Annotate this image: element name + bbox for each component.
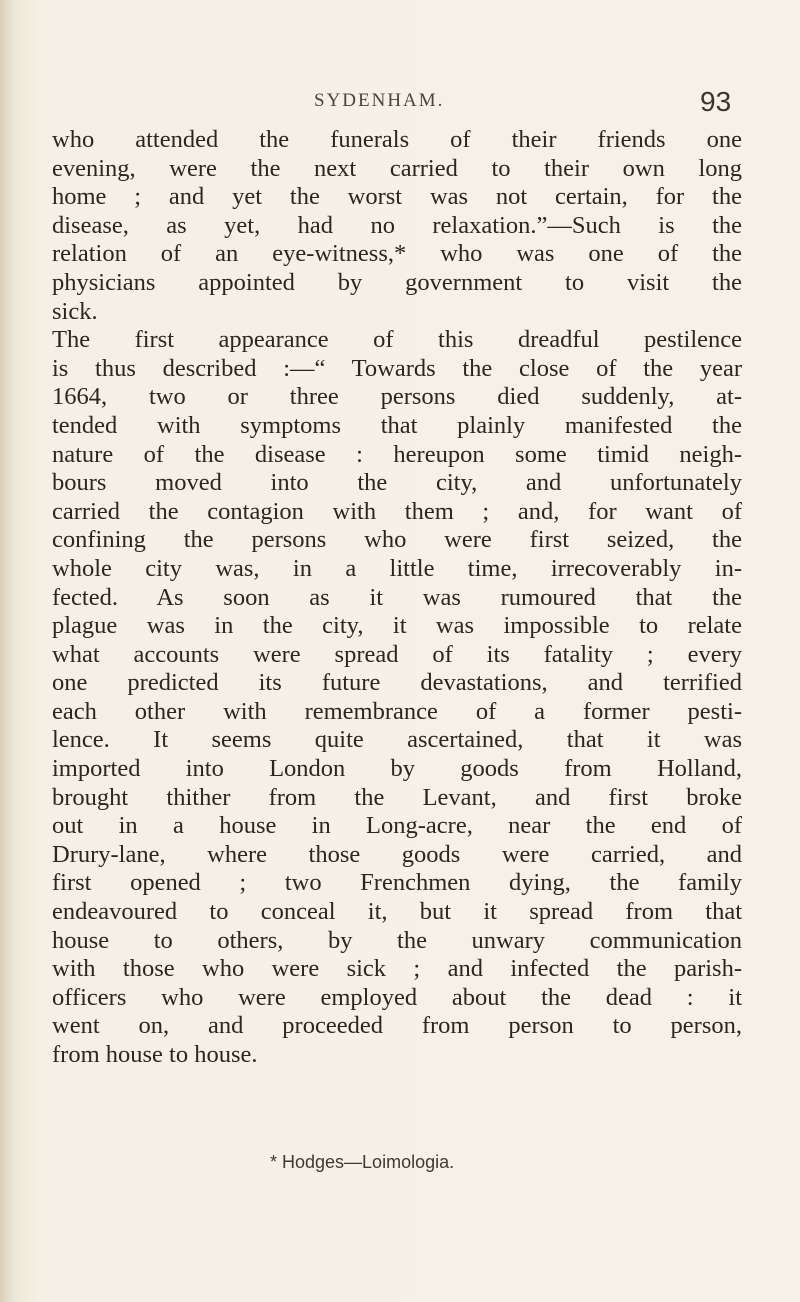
text-line: carried the contagion with them ; and, for want of bbox=[52, 497, 742, 525]
text-line: The first appearance of this dreadful pestilence bbox=[52, 326, 742, 354]
text-line: with those who were sick ; and infected the parish- bbox=[52, 955, 742, 983]
text-line: first opened ; two Frenchmen dying, the family bbox=[52, 869, 742, 897]
text-line: Drury-lane, where those goods were carried, and bbox=[52, 840, 742, 868]
text-line: sick. bbox=[52, 297, 98, 325]
text-line: who attended the funerals of their friends one bbox=[52, 126, 742, 153]
text-line: physicians appointed by government to visit the bbox=[52, 268, 742, 296]
text-line: disease, as yet, had no relaxation.”—Such is the bbox=[52, 211, 742, 239]
text-line: evening, were the next carried to their own long bbox=[52, 154, 742, 182]
text-line: fected. As soon as it was rumoured that the bbox=[52, 583, 742, 611]
running-title: SYDENHAM. bbox=[314, 90, 445, 111]
text-line: nature of the disease : hereupon some timid neigh- bbox=[52, 440, 742, 468]
text-line: lence. It seems quite ascertained, that it was bbox=[52, 726, 742, 754]
text-line: house to others, by the unwary communication bbox=[52, 926, 742, 954]
text-line: is thus described :—“ Towards the close of the year bbox=[52, 354, 742, 382]
text-line: endeavoured to conceal it, but it spread from that bbox=[52, 898, 742, 926]
text-line: officers who were employed about the dead : it bbox=[52, 983, 742, 1011]
body-text bbox=[52, 126, 742, 1070]
text-line: confining the persons who were first seized, the bbox=[52, 526, 742, 554]
text-line: each other with remembrance of a former pesti- bbox=[52, 697, 742, 725]
page-gutter-edge bbox=[0, 0, 16, 1302]
page-number: 93 bbox=[700, 86, 732, 117]
text-line: one predicted its future devastations, and terrified bbox=[52, 669, 742, 697]
text-line: brought thither from the Levant, and first broke bbox=[52, 783, 742, 811]
text-line: home ; and yet the worst was not certain, for the bbox=[52, 183, 742, 211]
text-line: 1664, two or three persons died suddenly, at- bbox=[52, 383, 742, 411]
footnote: * Hodges—Loimologia. bbox=[270, 1152, 455, 1172]
text-line: whole city was, in a little time, irrecoverably in- bbox=[52, 554, 742, 582]
text-line: out in a house in Long-acre, near the end of bbox=[52, 812, 742, 840]
running-head bbox=[0, 86, 800, 116]
text-line: went on, and proceeded from person to person, bbox=[52, 1012, 742, 1040]
text-line: relation of an eye-witness,* who was one of the bbox=[52, 240, 742, 268]
text-line: bours moved into the city, and unfortunately bbox=[52, 469, 742, 497]
text-line: from house to house. bbox=[52, 1041, 258, 1068]
text-line: plague was in the city, it was impossible to relate bbox=[52, 612, 742, 640]
text-line: what accounts were spread of its fatality ; every bbox=[52, 640, 742, 668]
text-line: imported into London by goods from Holland, bbox=[52, 755, 742, 783]
text-line: tended with symptoms that plainly manifested the bbox=[52, 411, 742, 439]
